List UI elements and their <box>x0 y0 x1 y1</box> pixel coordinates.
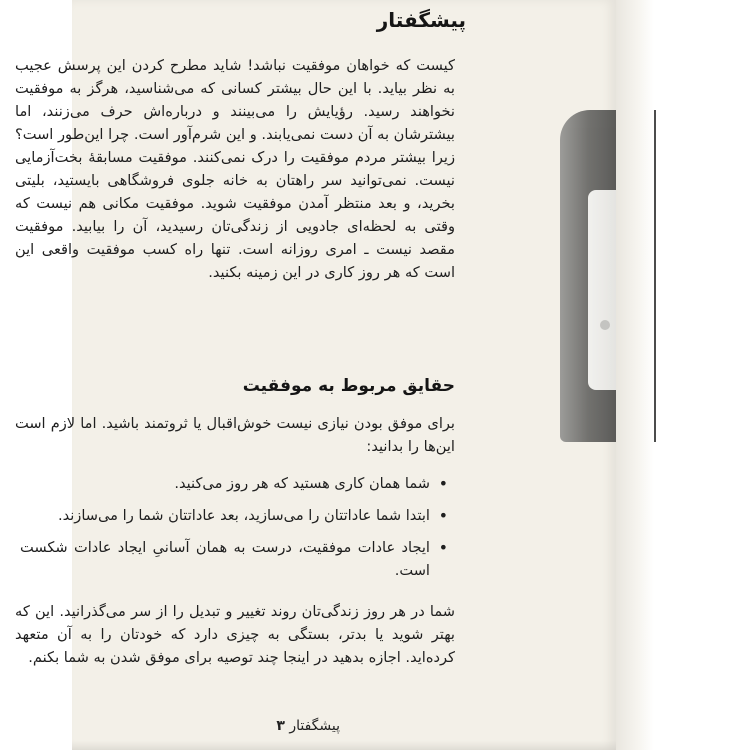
intro-paragraph: کیست که خواهان موفقیت نباشد! شاید مطرح کردن این پرسش عجیب به نظر بیاید. با این حال بیشتر کسانی که می‌شناسید، هرگز به موفقیت نخواهند رسید. رؤیایش را می‌بینند و درباره‌اش حرف می‌زنند، اما بیشترشان به آن دست نمی‌یابند. و این شرم‌آور است. چرا این‌طور است؟ زیرا بیشتر مردم موفقیت را درک نمی‌کنند. موفقیت مسابقهٔ بخت‌آزمایی نیست. نمی‌توانید سر راهتان به خانه جلوی فروشگاهی بایستید، بلیتی بخرید، و بعد منتظر آمدن موفقیت شوید. موفقیت مکانی هم نیست که وقتی به لحظه‌ای جادویی از زندگی‌تان رسیدید، آن را بیابید. موفقیت مقصد نیست ـ امری روزانه است. تنها راه کسب موفقیت واقعی این است که هر روز کاری در این زمینه بکنید. <box>15 57 455 281</box>
page-footer <box>262 718 340 734</box>
page-shadow <box>72 740 616 750</box>
facts-lead: برای موفق بودن نیازی نیست خوش‌اقبال یا ثروتمند باشید. اما لازم است این‌ها را بدانید: <box>15 415 455 455</box>
footer-section-title: پیشگفتار <box>289 718 340 734</box>
page-number: ۳ <box>276 718 285 734</box>
list-item: • ایجاد عادات موفقیت، درست به همان آسانیِ ایجاد عادات شکست است. <box>20 536 450 582</box>
list-item: • شما همان کاری هستید که هر روز می‌کنید. <box>20 472 450 495</box>
facts-heading: حقایق مربوط به موفقیت <box>242 376 455 396</box>
page-title: پیشگفتار <box>376 8 466 32</box>
facts-list <box>20 472 450 591</box>
closing-paragraph: شما در هر روز زندگی‌تان روند تغییر و تبدیل را از سر می‌گذرانید. این که بهتر شوید یا بدتر، بستگی به چیزی دارد که خودتان را به آن متعهد کرده‌اید. اجازه بدهید در اینجا چند توصیه برای موفق شدن به شما بکنم. <box>15 603 455 666</box>
cufflink-image <box>600 320 610 330</box>
list-item: • ابتدا شما عاداتتان را می‌سازید، بعد عاداتتان شما را می‌سازند. <box>20 504 450 527</box>
page-edge <box>616 0 654 750</box>
